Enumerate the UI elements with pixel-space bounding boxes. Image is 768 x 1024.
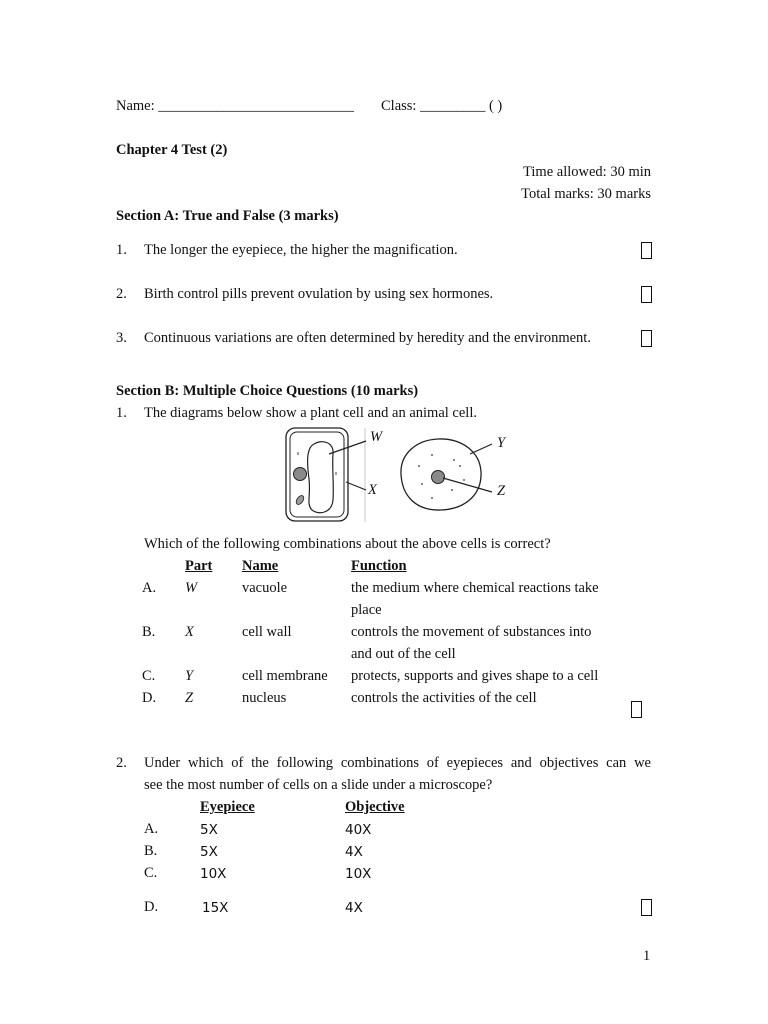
question-prompt: Which of the following combinations about the above cells is correct? bbox=[144, 536, 551, 552]
question-text-cont: see the most number of cells on a slide under a microscope? bbox=[144, 777, 493, 793]
answer-box[interactable] bbox=[631, 701, 642, 718]
true-false-statement: Continuous variations are often determined by heredity and the environment. bbox=[144, 330, 591, 346]
total-marks: Total marks: 30 marks bbox=[521, 186, 651, 202]
test-title: Chapter 4 Test (2) bbox=[116, 142, 228, 158]
class-field-label: Class: _________ ( ) bbox=[381, 98, 503, 114]
option-name: nucleus bbox=[242, 690, 287, 706]
option-letter: A. bbox=[144, 821, 159, 837]
option-eyepiece: 5X bbox=[200, 822, 218, 838]
option-letter: C. bbox=[144, 865, 158, 881]
option-objective: 10X bbox=[345, 866, 372, 882]
option-letter: A. bbox=[142, 580, 157, 596]
option-function-cont: place bbox=[351, 602, 382, 618]
option-part: Y bbox=[185, 668, 194, 684]
cell-diagrams bbox=[276, 424, 516, 526]
option-eyepiece: 5X bbox=[200, 844, 218, 860]
header-eyepiece: Eyepiece bbox=[200, 799, 255, 815]
question-number: 1. bbox=[116, 405, 127, 421]
option-eyepiece: 10X bbox=[200, 866, 227, 882]
header-function: Function bbox=[351, 558, 407, 574]
name-field-label: Name: ___________________________ bbox=[116, 98, 355, 114]
answer-box[interactable] bbox=[641, 899, 652, 916]
option-letter: D. bbox=[142, 690, 157, 706]
option-name: cell membrane bbox=[242, 668, 328, 684]
page-number: 1 bbox=[643, 948, 651, 964]
header-objective: Objective bbox=[345, 799, 405, 815]
question-number: 2. bbox=[116, 755, 127, 771]
label-w: W bbox=[370, 429, 383, 445]
question-number: 3. bbox=[116, 330, 127, 346]
option-function: the medium where chemical reactions take bbox=[351, 580, 599, 596]
option-name: vacuole bbox=[242, 580, 288, 596]
option-letter: D. bbox=[144, 899, 159, 915]
time-allowed: Time allowed: 30 min bbox=[523, 164, 651, 180]
label-y: Y bbox=[497, 435, 506, 451]
option-eyepiece: 15X bbox=[202, 900, 229, 916]
option-part: Z bbox=[185, 690, 194, 706]
label-z: Z bbox=[497, 483, 506, 499]
answer-box[interactable] bbox=[641, 330, 652, 347]
option-letter: C. bbox=[142, 668, 156, 684]
question-text: Under which of the following combinations of eyepieces and objectives can we bbox=[144, 755, 651, 771]
option-name: cell wall bbox=[242, 624, 292, 640]
true-false-statement: Birth control pills prevent ovulation by using sex hormones. bbox=[144, 286, 494, 302]
question-number: 2. bbox=[116, 286, 127, 302]
section-b-title: Section B: Multiple Choice Questions (10 marks) bbox=[116, 383, 419, 399]
option-objective: 40X bbox=[345, 822, 372, 838]
answer-box[interactable] bbox=[641, 286, 652, 303]
true-false-statement: The longer the eyepiece, the higher the magnification. bbox=[144, 242, 458, 258]
header-name: Name bbox=[242, 558, 279, 574]
label-x: X bbox=[368, 482, 377, 498]
question-text: The diagrams below show a plant cell and an animal cell. bbox=[144, 405, 477, 421]
option-function: protects, supports and gives shape to a cell bbox=[351, 668, 599, 684]
option-function: controls the movement of substances into bbox=[351, 624, 592, 640]
option-part: W bbox=[185, 580, 198, 596]
section-a-title: Section A: True and False (3 marks) bbox=[116, 208, 339, 224]
option-letter: B. bbox=[142, 624, 156, 640]
option-function: controls the activities of the cell bbox=[351, 690, 537, 706]
option-objective: 4X bbox=[345, 900, 363, 916]
option-function-cont: and out of the cell bbox=[351, 646, 456, 662]
header-part: Part bbox=[185, 558, 213, 574]
option-objective: 4X bbox=[345, 844, 363, 860]
option-part: X bbox=[185, 624, 194, 640]
option-letter: B. bbox=[144, 843, 158, 859]
answer-box[interactable] bbox=[641, 242, 652, 259]
question-number: 1. bbox=[116, 242, 127, 258]
